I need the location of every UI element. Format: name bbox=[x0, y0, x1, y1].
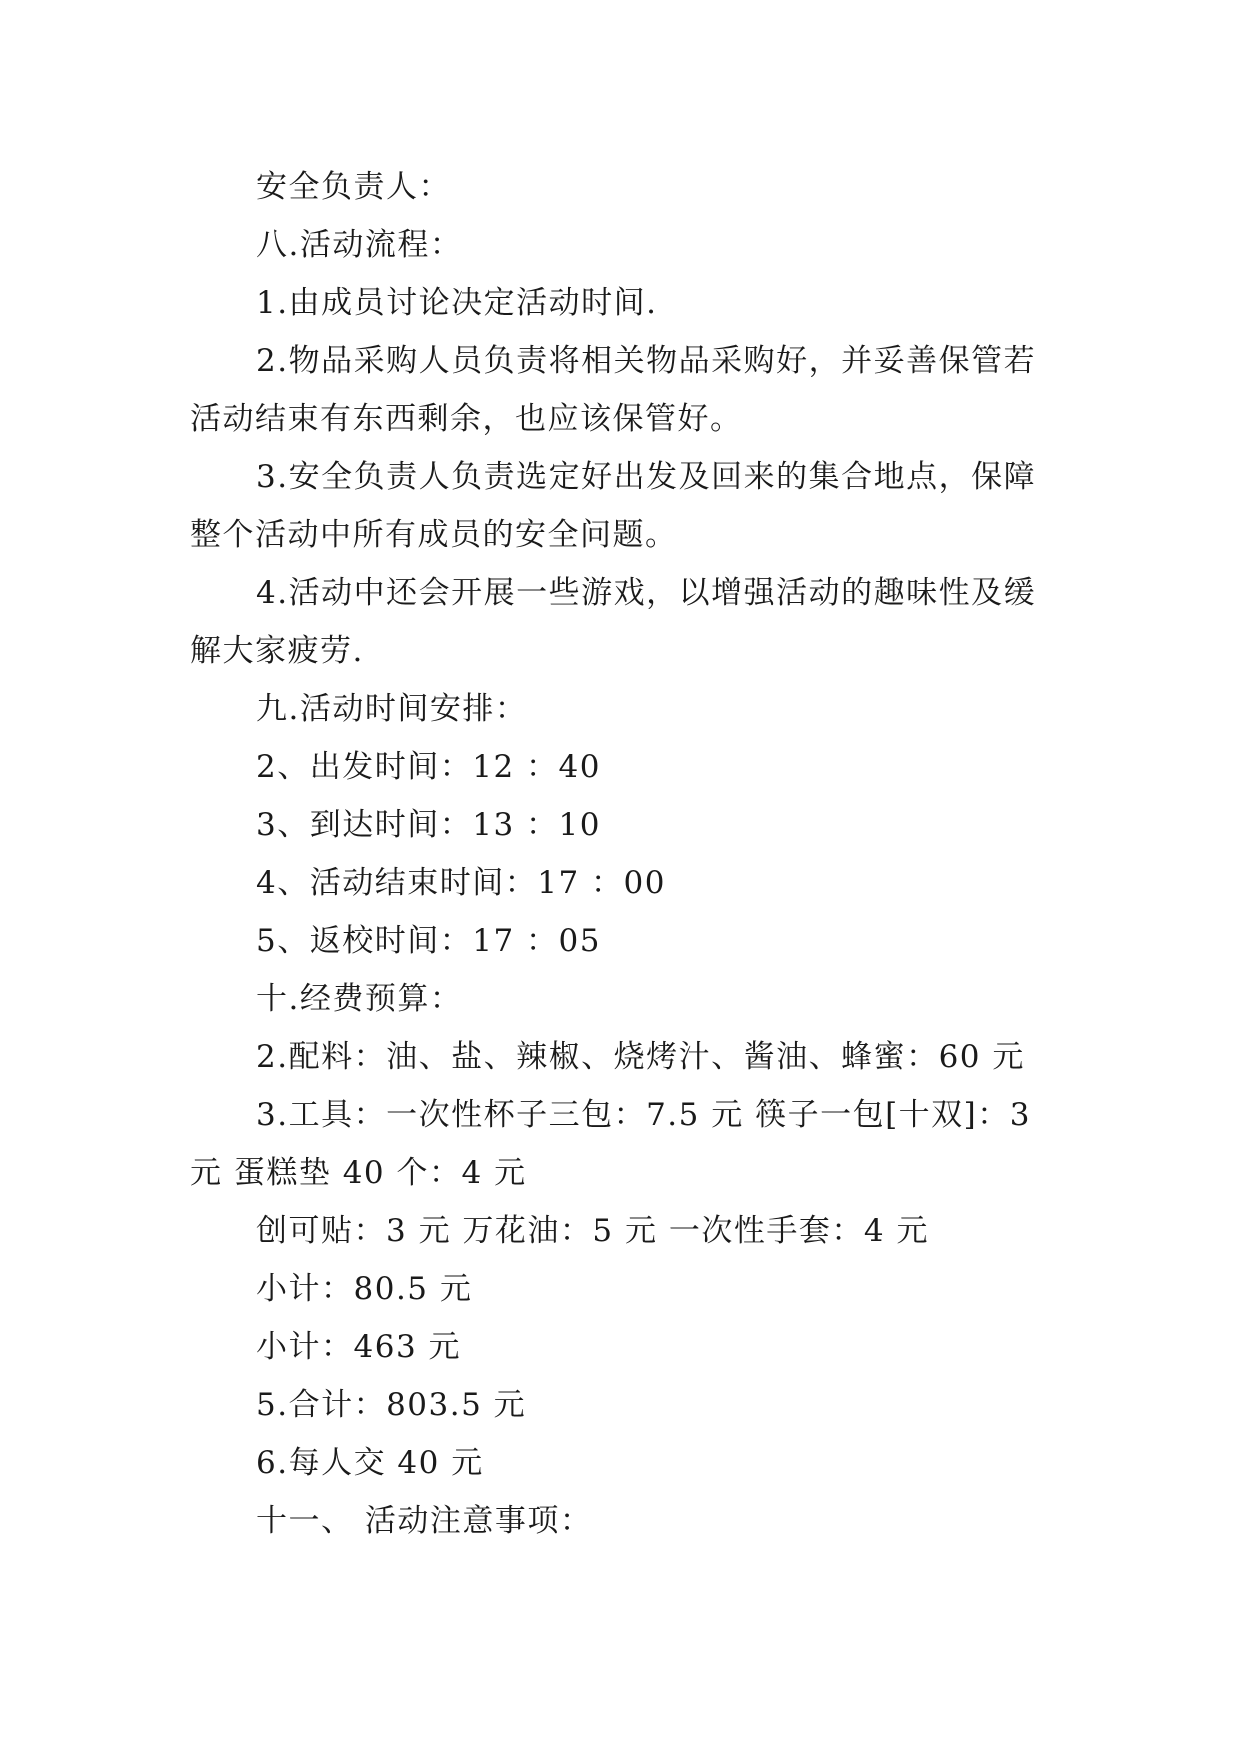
schedule-end: 4、活动结束时间：17 ：00 bbox=[256, 865, 666, 901]
heading-activity-process: 八.活动流程： bbox=[256, 227, 463, 263]
document-body bbox=[190, 158, 1050, 1550]
paragraph-process-1: 1.由成员讨论决定活动时间. bbox=[256, 285, 658, 321]
budget-subtotal-1: 小计：80.5 元 bbox=[256, 1271, 473, 1307]
budget-per-person: 6.每人交 40 元 bbox=[256, 1445, 484, 1481]
paragraph-safety-officer: 安全负责人： bbox=[256, 169, 451, 205]
schedule-return: 5、返校时间：17 ：05 bbox=[256, 923, 601, 959]
paragraph-process-2: 2.物品采购人员负责将相关物品采购好，并妥善保管若活动结束有东西剩余，也应该保管好。 bbox=[190, 343, 1037, 437]
paragraph-process-3: 3.安全负责人负责选定好出发及回来的集合地点，保障整个活动中所有成员的安全问题。 bbox=[190, 459, 1037, 553]
heading-notes: 十一、 活动注意事项： bbox=[256, 1503, 593, 1539]
heading-schedule: 九.活动时间安排： bbox=[256, 691, 528, 727]
budget-subtotal-2: 小计：463 元 bbox=[256, 1329, 462, 1365]
budget-tools: 3.工具：一次性杯子三包：7.5 元 筷子一包[十双]：3 元 蛋糕垫 40 个：4 元 bbox=[190, 1097, 1031, 1191]
budget-ingredients: 2.配料：油、盐、辣椒、烧烤汁、酱油、蜂蜜：60 元 bbox=[256, 1039, 1025, 1075]
paragraph-process-4: 4.活动中还会开展一些游戏，以增强活动的趣味性及缓解大家疲劳. bbox=[190, 575, 1037, 669]
budget-supplies: 创可贴：3 元 万花油：5 元 一次性手套：4 元 bbox=[256, 1213, 929, 1249]
heading-budget: 十.经费预算： bbox=[256, 981, 463, 1017]
schedule-departure: 2、出发时间：12 ：40 bbox=[256, 749, 601, 785]
budget-total: 5.合计：803.5 元 bbox=[256, 1387, 527, 1423]
schedule-arrival: 3、到达时间：13 ：10 bbox=[256, 807, 601, 843]
